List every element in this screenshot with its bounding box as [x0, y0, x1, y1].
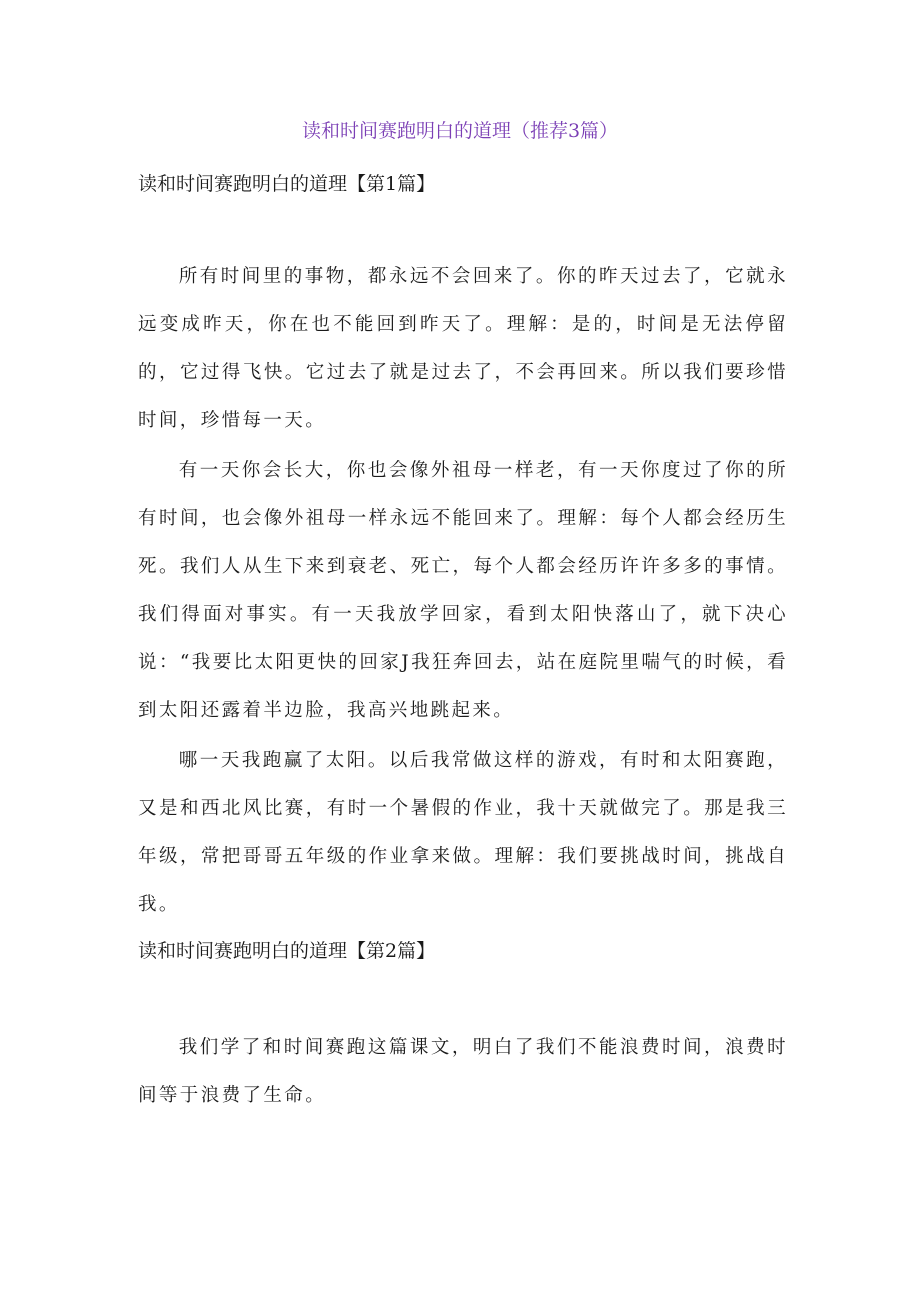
section-1-heading: 读和时间赛跑明白的道理【第1篇】: [138, 173, 436, 195]
section-1-paragraph-2: 有一天你会长大，你也会像外祖母一样老，有一天你度过了你的所有时间，也会像外祖母一样永远不能回来了。理解：每个人都会经历生死。我们人从生下来到衰老、死亡，每个人都会经历许许多多的事情。我们得面对事实。有一天我放学回家，看到太阳快落山了，就下决心说：“我要比太阳更快的回家J我狂奔回去，站在庭院里喘气的时候，看到太阳还露着半边脸，我高兴地跳起来。: [138, 460, 788, 721]
section-1-paragraph-3: 哪一天我跑赢了太阳。以后我常做这样的游戏，有时和太阳赛跑，又是和西北风比赛，有时一个暑假的作业，我十天就做完了。那是我三年级，常把哥哥五年级的作业拿来做。理解：我们要挑战时间，挑战自我。: [138, 750, 788, 915]
section-1-paragraph-1: 所有时间里的事物，都永远不会回来了。你的昨天过去了，它就永远变成昨天，你在也不能回到昨天了。理解：是的，时间是无法停留的，它过得飞快。它过去了就是过去了，不会再回来。所以我们要珍惜时间，珍惜每一天。: [138, 266, 788, 431]
section-2-heading: 读和时间赛跑明白的道理【第2篇】: [138, 940, 436, 962]
document-title: 读和时间赛跑明白的道理（推荐3篇）: [301, 120, 619, 142]
section-2-paragraph-1: 我们学了和时间赛跑这篇课文，明白了我们不能浪费时间，浪费时间等于浪费了生命。: [138, 1037, 788, 1106]
